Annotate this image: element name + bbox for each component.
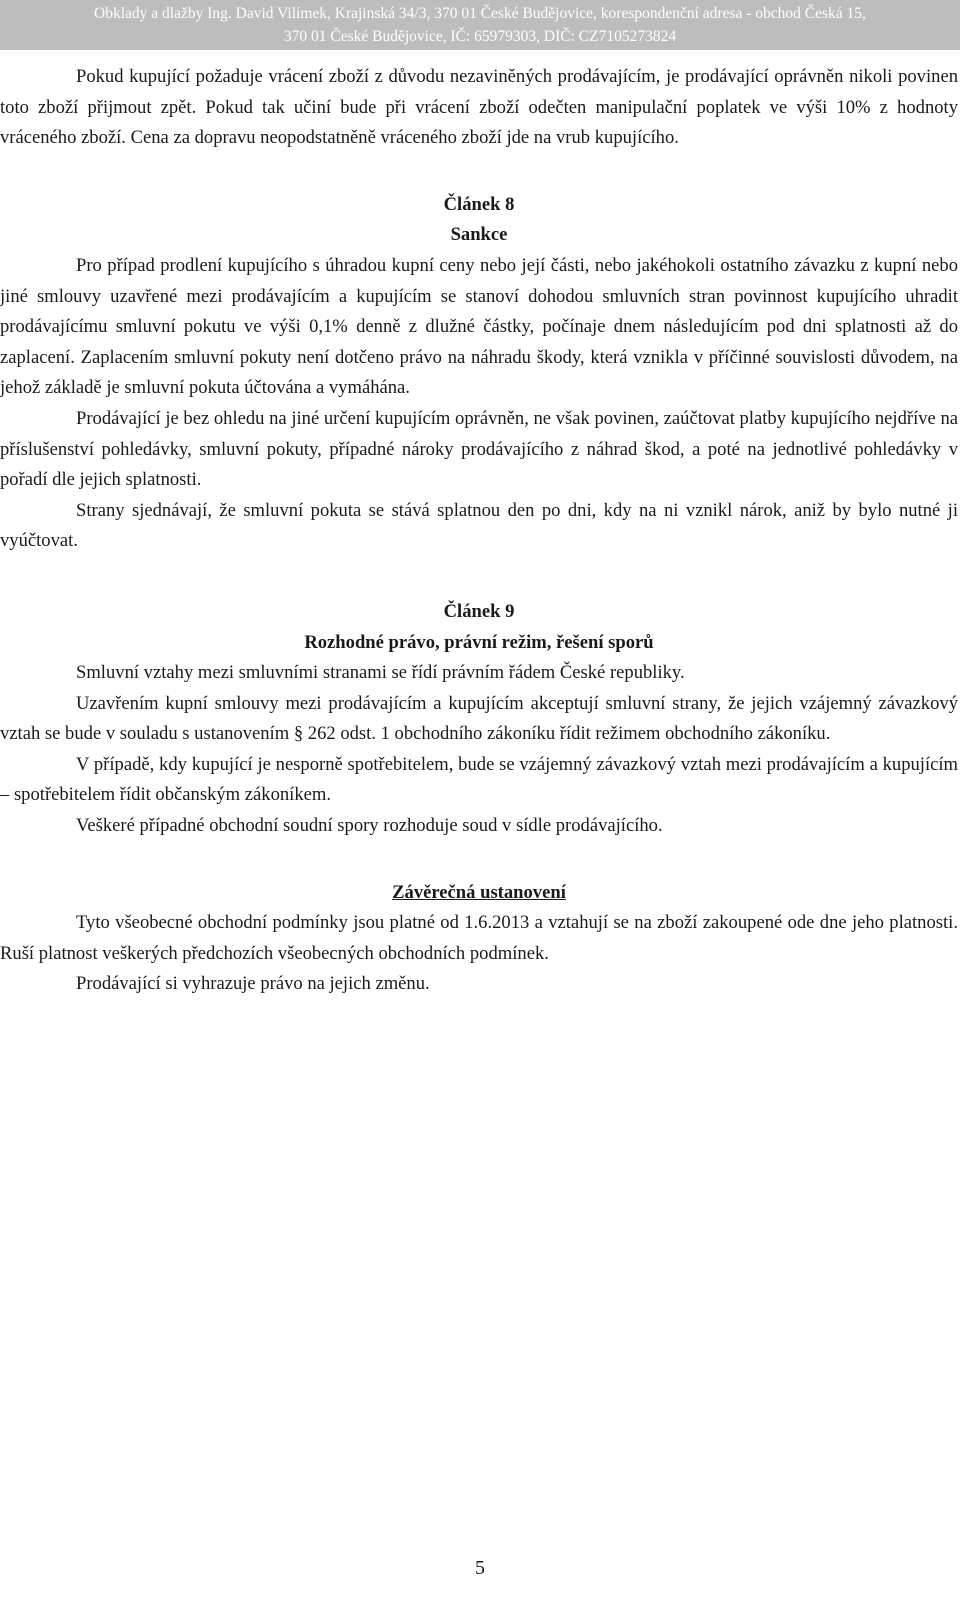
- article-8: [0, 190, 958, 557]
- article-8-paragraph: Pro případ prodlení kupujícího s úhradou kupní ceny nebo její části, nebo jakéhokoli ostatního závazku z kupní nebo jiné smlouvy uzavřené mezi prodávajícím a kupujícím se stanoví dohodou smluvních stran povinnost kupujícího uhradit prodávajícímu smluvní pokutu ve výši 0,1% denně z dlužné částky, počínaje dnem následujícím pod dni splatnosti až do zaplacení. Zaplacením smluvní pokuty není dotčeno právo na náhradu škody, která vznikla v příčinné souvislosti důvodem, na jehož základě je smluvní pokuta účtována a vymáhána.: [0, 254, 958, 399]
- article-9: [0, 597, 958, 842]
- document-body: [0, 62, 958, 1000]
- final-provisions-paragraph: Prodávající si vyhrazuje právo na jejich změnu.: [76, 973, 430, 995]
- article-9-paragraph: Smluvní vztahy mezi smluvními stranami se řídí právním řádem České republiky.: [76, 662, 685, 684]
- final-provisions-paragraph: Tyto všeobecné obchodní podmínky jsou platné od 1.6.2013 a vztahují se na zboží zakoupené ode dne jeho platnosti. Ruší platnost veškerých předchozích všeobecných obchodních podmínek.: [0, 912, 958, 964]
- article-9-subheading: Rozhodné právo, právní režim, řešení sporů: [304, 631, 654, 653]
- page-header: [0, 0, 960, 50]
- header-line-1: Obklady a dlažby Ing. David Vilímek, Krajinská 34/3, 370 01 České Budějovice, korespondenční adresa - obchod Česká 15,: [94, 5, 866, 22]
- intro-paragraph: Pokud kupující požaduje vrácení zboží z důvodu nezaviněných prodávajícím, je prodávající oprávněn nikoli povinen toto zboží přijmout zpět. Pokud tak učiní bude při vrácení zboží odečten manipulační poplatek ve výši 10% z hodnoty vráceného zboží. Cena za dopravu neopodstatněně vráceného zboží jde na vrub kupujícího.: [0, 66, 958, 149]
- final-provisions-heading: Závěrečná ustanovení: [392, 881, 566, 903]
- article-9-paragraph: V případě, kdy kupující je nesporně spotřebitelem, bude se vzájemný závazkový vztah mezi prodávajícím a kupujícím – spotřebitelem řídit občanským zákoníkem.: [0, 753, 958, 806]
- article-8-heading: Článek 8: [443, 193, 515, 215]
- intro-section: [0, 62, 958, 154]
- article-8-paragraph: Strany sjednávají, že smluvní pokuta se stává splatnou den po dni, kdy na ni vznikl nárok, aniž by bylo nutné ji vyúčtovat.: [0, 499, 958, 552]
- article-9-paragraph: Uzavřením kupní smlouvy mezi prodávajícím a kupujícím akceptují smluvní strany, že jejich vzájemný závazkový vztah se bude v souladu s ustanovením § 262 odst. 1 obchodního zákoníku řídit režimem obchodního zákoníku.: [0, 692, 958, 745]
- article-9-heading: Článek 9: [443, 600, 515, 622]
- article-9-paragraph: Veškeré případné obchodní soudní spory rozhoduje soud v sídle prodávajícího.: [76, 815, 663, 837]
- header-line-2: 370 01 České Budějovice, IČ: 65979303, DIČ: CZ7105273824: [283, 28, 677, 45]
- page-number: 5: [475, 1557, 485, 1579]
- article-8-subheading: Sankce: [450, 224, 508, 246]
- article-8-paragraph: Prodávající je bez ohledu na jiné určení kupujícím oprávněn, ne však povinen, zaúčtovat platby kupujícího nejdříve na příslušenství pohledávky, smluvní pokuty, případné nároky prodávajícího z náhrad škod, a poté na jednotlivé pohledávky v pořadí dle jejich splatnosti.: [0, 407, 958, 491]
- final-provisions: [0, 878, 958, 1000]
